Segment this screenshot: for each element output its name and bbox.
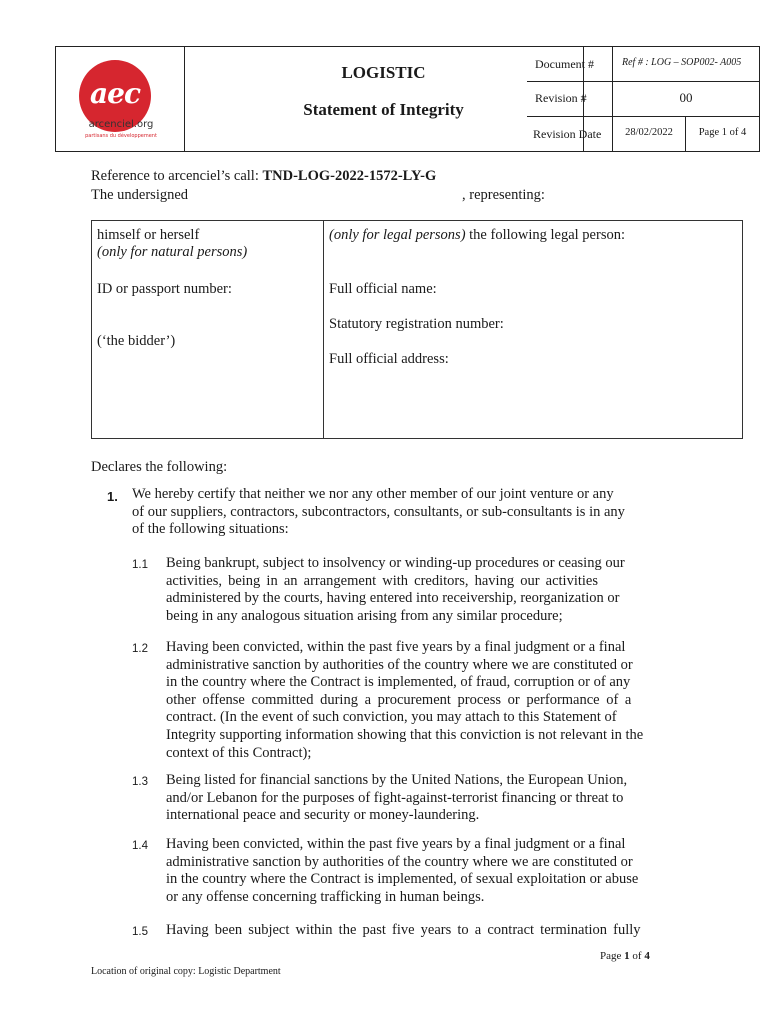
doc-number-label: Document #	[535, 57, 594, 71]
document-subtitle: Statement of Integrity	[303, 100, 464, 119]
item-line: administrative sanction by authorities of the country where we are constituted or	[166, 656, 633, 673]
section-line: of the following situations:	[132, 521, 289, 538]
revision-date-label: Revision Date	[533, 127, 602, 141]
item-line: administrative sanction by authorities of the country where we are constituted or	[166, 853, 633, 870]
item-line: administered by the courts, having entered into receivership, reorganization or	[166, 590, 620, 607]
item-line: Being listed for financial sanctions by the United Nations, the European Union,	[166, 772, 628, 788]
reference-line	[91, 168, 436, 186]
item-line: context of this Contract);	[166, 744, 312, 761]
logo-cell	[56, 47, 185, 151]
item-number: 1.1	[132, 559, 148, 571]
item-line: or any offense concerning trafficking in human beings.	[166, 888, 485, 905]
item-text	[166, 555, 676, 625]
item-line: in the country where the Contract is implemented, of fraud, corruption or of any	[166, 674, 631, 691]
section-number: 1.	[107, 489, 118, 504]
official-address-label: Full official address:	[329, 351, 449, 367]
item-line: Being bankrupt, subject to insolvency or winding-up procedures or ceasing our	[166, 555, 625, 571]
section-line: of our suppliers, contractors, subcontractors, consultants, or sub-consultants is in any	[132, 503, 625, 520]
item-line: activities, being in an arrangement with creditors, having our activities	[166, 572, 598, 589]
item-line: contract. (In the event of such conviction, you may attach to this Statement of	[166, 709, 617, 726]
undersigned-label: The undersigned	[91, 187, 189, 203]
item-number: 1.5	[132, 926, 148, 938]
section-line: We hereby certify that neither we nor any other member of our joint venture or any	[132, 486, 614, 502]
reference-code: TND-LOG-2022-1572-LY-G	[262, 168, 437, 184]
natural-person-line2: (only for natural persons)	[97, 244, 248, 260]
item-text	[166, 639, 686, 762]
revision-value: 00	[679, 90, 693, 105]
legal-person-rest: the following legal person:	[465, 227, 625, 243]
item-number: 1.3	[132, 776, 148, 788]
reference-prefix: Reference to arcenciel’s call:	[91, 168, 263, 184]
legal-person-line	[329, 227, 625, 245]
footer-page-prefix: Page	[600, 950, 625, 962]
bidder-label: (‘the bidder’)	[97, 333, 176, 349]
logo-org-name: arcenciel.org	[88, 119, 154, 130]
footer-location: Location of original copy: Logistic Department	[91, 966, 281, 977]
revision-date-value: 28/02/2022	[625, 127, 673, 138]
page-label: Page 1 of 4	[698, 127, 747, 138]
item-line: Having been convicted, within the past five years by a final judgment or a final	[166, 836, 626, 852]
item-text	[166, 836, 686, 906]
footer-page-total: 4	[644, 950, 650, 962]
header-meta-grid	[527, 46, 760, 152]
title-cell	[184, 47, 584, 151]
item-line: Having been convicted, within the past five years by a final judgment or a final	[166, 639, 626, 655]
legal-person-italic: (only for legal persons)	[329, 227, 466, 243]
item-line: international peace and security or money-laundering.	[166, 807, 480, 824]
item-number: 1.2	[132, 643, 148, 655]
item-text	[166, 922, 686, 940]
id-passport-label: ID or passport number:	[97, 281, 232, 297]
bidder-box	[91, 220, 743, 439]
footer-page-number	[600, 950, 650, 962]
declares-heading: Declares the following:	[91, 459, 228, 475]
doc-number-value: Ref # : LOG – SOP002- A005	[622, 57, 742, 68]
representing-label: , representing:	[462, 187, 545, 203]
footer-page-of: of	[629, 950, 645, 962]
item-line: and/or Lebanon for the purposes of fight-against-terrorist financing or threat to	[166, 789, 624, 806]
footer-page-current: 1	[624, 950, 630, 962]
item-line: Integrity supporting information showing that this conviction is not relevant in the	[166, 726, 644, 743]
revision-label: Revision #	[535, 91, 587, 105]
logo-mark: aec	[89, 77, 140, 110]
document-title: LOGISTIC	[341, 63, 426, 82]
item-line: other offense committed during a procurement process or performance of a	[166, 691, 632, 708]
logo-tagline: partisans du développement	[85, 133, 157, 139]
full-official-name-label: Full official name:	[329, 281, 437, 297]
item-line: Having been subject within the past five years to a contract termination fully	[166, 922, 641, 938]
registration-number-label: Statutory registration number:	[329, 316, 504, 332]
natural-person-line1: himself or herself	[97, 227, 200, 243]
item-number: 1.4	[132, 840, 148, 852]
item-line: being in any analogous situation arising from any similar procedure;	[166, 607, 563, 624]
item-text	[166, 772, 686, 825]
section-1-text	[132, 486, 677, 539]
item-line: in the country where the Contract is implemented, of sexual exploitation or abuse	[166, 871, 639, 888]
